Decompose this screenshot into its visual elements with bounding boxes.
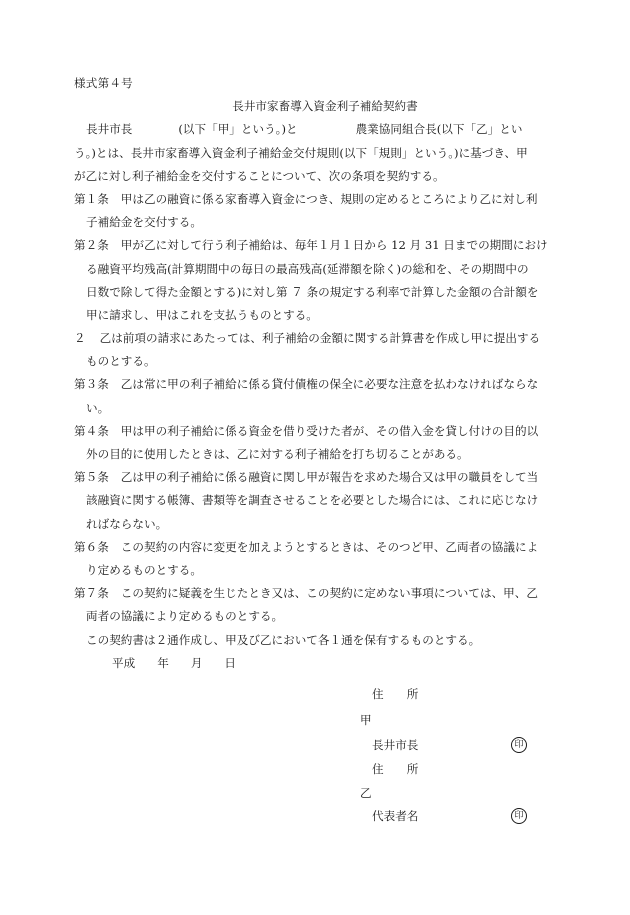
article-2 bbox=[74, 234, 558, 327]
article-text: 乙は甲の利子補給に係る融資に関し甲が報告を求めた場合又は甲の職員をして当 bbox=[120, 470, 539, 485]
party-b-mark: 乙 bbox=[360, 786, 372, 800]
article-label: 第３条 bbox=[74, 377, 109, 392]
article-text: ものとする。 bbox=[86, 354, 156, 369]
article-6 bbox=[74, 536, 558, 582]
article-text: る融資平均残高(計算期間中の毎日の最高残高(延滞額を除く)の総和を、その期間中の bbox=[86, 261, 529, 276]
article-text: 日数で除して得た金額とする)に対し第 ７ 条の規定する利率で計算した金額の合計額を bbox=[86, 284, 539, 299]
article-label: 第１条 bbox=[74, 191, 109, 206]
intro-line-2: う。)とは、長井市家畜導入資金利子補給金交付規則(以下「規則」という。)に基づき、甲 bbox=[74, 145, 528, 160]
article-text: 乙は常に甲の利子補給に係る貸付債権の保全に必要な注意を払わなければならな bbox=[120, 377, 539, 392]
article-text: この契約に疑義を生じたとき又は、この契約に定めない事項については、甲、乙 bbox=[120, 586, 538, 601]
article-label: 第２条 bbox=[74, 238, 109, 253]
article-label: 第４条 bbox=[74, 423, 109, 438]
date-era: 平成 bbox=[112, 655, 136, 670]
party-a-name: 長井市長 bbox=[372, 738, 419, 752]
article-3 bbox=[74, 373, 558, 419]
article-text: ればならない。 bbox=[86, 516, 168, 531]
article-text: 甲に請求し、甲はこれを支払うものとする。 bbox=[86, 307, 318, 322]
intro-line-3: が乙に対し利子補給金を交付することについて、次の条項を契約する。 bbox=[74, 168, 445, 183]
article-1 bbox=[74, 188, 558, 234]
article-7 bbox=[74, 582, 558, 628]
article-label: 第５条 bbox=[74, 470, 109, 485]
closing-clause: この契約書は２通作成し、甲及び乙において各１通を保有するものとする。 bbox=[86, 632, 481, 647]
article-text: 甲が乙に対して行う利子補給は、毎年１月１日から 12 月 31 日までの期間におけ bbox=[120, 238, 548, 253]
date-month: 月 bbox=[190, 655, 203, 670]
article-label: 第６条 bbox=[74, 539, 109, 554]
article-text: り定めるものとする。 bbox=[86, 562, 202, 577]
article-text: 甲は甲の利子補給に係る資金を借り受けた者が、その借入金を貸し付けの目的以 bbox=[120, 423, 539, 438]
document-title: 長井市家畜導入資金利子補給契約書 bbox=[232, 99, 418, 114]
article-2-paragraph-2 bbox=[74, 327, 558, 373]
article-text: 外の目的に使用したときは、乙に対する利子補給を打ち切ることがある。 bbox=[86, 447, 469, 461]
paragraph-label: ２ bbox=[74, 331, 86, 346]
contract-date bbox=[74, 652, 558, 675]
form-number: 様式第４号 bbox=[74, 76, 133, 90]
intro-party-a: 長井市長 bbox=[86, 122, 133, 137]
article-text: 甲は乙の融資に係る家畜導入資金につき、規則の定めるところにより乙に対し利 bbox=[120, 191, 538, 206]
article-text: 該融資に関する帳簿、書類等を調査させることを必要とした場合には、これに応じなけ bbox=[86, 493, 539, 508]
article-text: 子補給金を交付する。 bbox=[86, 215, 202, 230]
article-text: い。 bbox=[86, 400, 110, 415]
party-b-address-label: 住 所 bbox=[372, 762, 419, 776]
seal-b-icon: 印 bbox=[511, 808, 527, 824]
article-label: 第７条 bbox=[74, 586, 109, 601]
intro-party-a-alias: (以下「甲」という。)と bbox=[178, 122, 298, 137]
party-a-address-label: 住 所 bbox=[372, 687, 419, 701]
date-year: 年 bbox=[157, 655, 169, 670]
seal-a-icon: 印 bbox=[511, 737, 527, 753]
intro-line-1 bbox=[74, 118, 558, 141]
article-text: 乙は前項の請求にあたっては、利子補給の金額に関する計算書を作成し甲に提出する bbox=[99, 331, 541, 346]
party-a-mark: 甲 bbox=[360, 713, 372, 727]
party-b-name: 代表者名 bbox=[372, 809, 419, 823]
contract-body bbox=[74, 72, 558, 675]
article-4 bbox=[74, 420, 558, 466]
intro-party-b: 農業協同組合長(以下「乙」とい bbox=[355, 122, 523, 137]
article-5 bbox=[74, 466, 558, 536]
date-day: 日 bbox=[224, 655, 237, 670]
article-text: 両者の協議により定めるものとする。 bbox=[86, 609, 284, 624]
article-text: この契約の内容に変更を加えようとするときは、そのつど甲、乙両者の協議によ bbox=[120, 539, 539, 554]
